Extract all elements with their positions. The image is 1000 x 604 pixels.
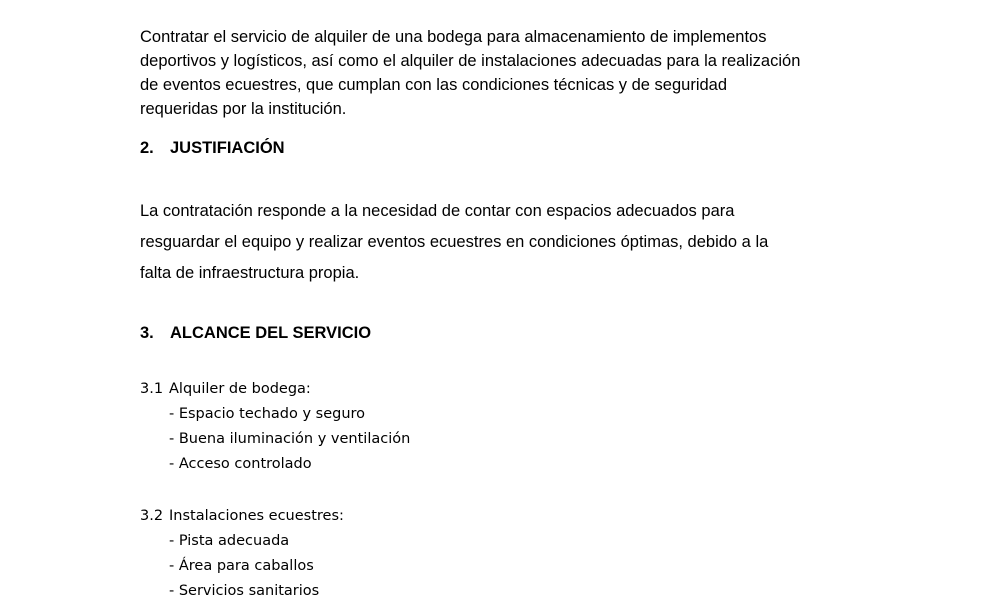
subsection-label: Instalaciones ecuestres: xyxy=(169,508,344,524)
paragraph-line: resguardar el equipo y realizar eventos ecuestres en condiciones óptimas, debido a la xyxy=(140,233,769,251)
paragraph-line: Contratar el servicio de alquiler de una bodega para almacenamiento de implementos xyxy=(140,28,767,46)
section-heading-justification xyxy=(140,139,285,158)
subsection-warehouse-rental xyxy=(140,377,410,477)
paragraph-line: deportivos y logísticos, así como el alquiler de instalaciones adecuadas para la realización xyxy=(140,52,801,70)
section-title: JUSTIFIACIÓN xyxy=(170,139,285,157)
list-item: - Espacio techado y seguro xyxy=(169,406,366,422)
subsection-number: 3.2 xyxy=(140,508,164,524)
paragraph-line: requeridas por la institución. xyxy=(140,100,347,118)
list-item: - Servicios sanitarios xyxy=(169,583,320,599)
list-item: - Acceso controlado xyxy=(169,456,312,472)
list-item: - Área para caballos xyxy=(169,558,314,574)
section-number: 2. xyxy=(140,139,154,157)
objective-paragraph xyxy=(140,25,880,121)
section-title: ALCANCE DEL SERVICIO xyxy=(170,324,372,342)
subsection-label: Alquiler de bodega: xyxy=(169,381,311,397)
subsection-title xyxy=(140,377,410,402)
paragraph-line: falta de infraestructura propia. xyxy=(140,264,360,282)
paragraph-line: de eventos ecuestres, que cumplan con las condiciones técnicas y de seguridad xyxy=(140,76,728,94)
subsection-equestrian-facilities xyxy=(140,504,344,604)
section-number: 3. xyxy=(140,324,154,342)
justification-paragraph xyxy=(140,196,880,289)
subsection-number: 3.1 xyxy=(140,381,164,397)
paragraph-line: La contratación responde a la necesidad de contar con espacios adecuados para xyxy=(140,202,735,220)
list-item: - Buena iluminación y ventilación xyxy=(169,431,411,447)
subsection-title xyxy=(140,504,344,529)
list-item: - Pista adecuada xyxy=(169,533,290,549)
section-heading-scope xyxy=(140,324,371,343)
